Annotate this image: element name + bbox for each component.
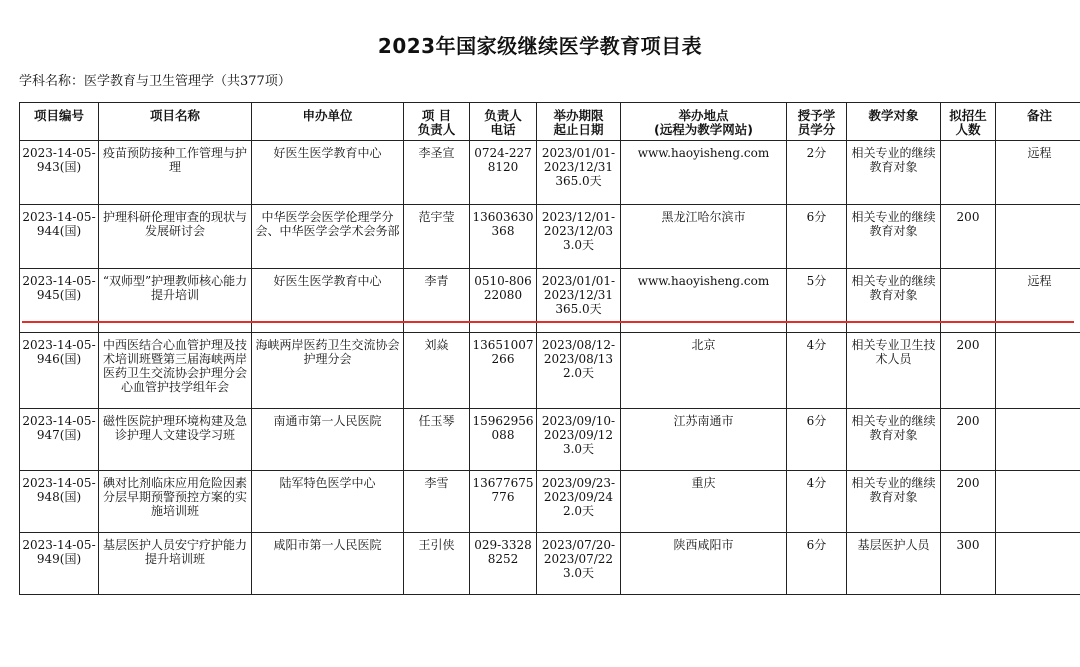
cell-org: 咸阳市第一人民医院 (252, 533, 404, 595)
table-row (20, 471, 1080, 533)
subject-label: 学科名称：医学教育与卫生管理学（共377项） (19, 74, 291, 89)
cell-name: 护理科研伦理审查的现状与发展研讨会 (99, 205, 252, 269)
cell-dates: 2023/09/23-2023/09/24 2.0天 (537, 471, 621, 533)
cell-org: 好医生医学教育中心 (252, 269, 404, 333)
table-row (20, 409, 1080, 471)
cell-dates: 2023/09/10-2023/09/12 3.0天 (537, 409, 621, 471)
table-row (20, 533, 1080, 595)
cell-note (996, 333, 1080, 409)
cell-note: 远程 (996, 141, 1080, 205)
red-underline-marker (22, 321, 1074, 323)
cell-phone: 13603630368 (470, 205, 537, 269)
cell-note (996, 409, 1080, 471)
cell-id: 2023-14-05-949(国) (20, 533, 99, 595)
cell-credit: 4分 (787, 333, 847, 409)
cell-location: 江苏南通市 (621, 409, 787, 471)
table-row (20, 141, 1080, 205)
cell-location: 陕西咸阳市 (621, 533, 787, 595)
cell-phone: 0724-2278120 (470, 141, 537, 205)
cell-phone: 13651007266 (470, 333, 537, 409)
cell-leader: 范宇莹 (404, 205, 470, 269)
cell-note: 远程 (996, 269, 1080, 333)
col-header-note: 备注 (996, 103, 1080, 141)
cell-org: 陆军特色医学中心 (252, 471, 404, 533)
cell-dates: 2023/12/01-2023/12/03 3.0天 (537, 205, 621, 269)
cell-enroll (941, 141, 996, 205)
cell-leader: 李圣宣 (404, 141, 470, 205)
cell-id: 2023-14-05-945(国) (20, 269, 99, 333)
col-header-leader: 项 目 负责人 (404, 103, 470, 141)
cell-org: 好医生医学教育中心 (252, 141, 404, 205)
col-header-location: 举办地点 (远程为教学网站) (621, 103, 787, 141)
cell-credit: 6分 (787, 533, 847, 595)
cell-name: 磁性医院护理环境构建及急诊护理人文建设学习班 (99, 409, 252, 471)
cell-leader: 任玉琴 (404, 409, 470, 471)
cell-audience: 基层医护人员 (847, 533, 941, 595)
cell-enroll: 200 (941, 471, 996, 533)
cell-audience: 相关专业卫生技术人员 (847, 333, 941, 409)
cell-phone: 029-33288252 (470, 533, 537, 595)
col-header-phone: 负责人 电话 (470, 103, 537, 141)
col-header-credit: 授予学 员学分 (787, 103, 847, 141)
cell-dates: 2023/01/01-2023/12/31 365.0天 (537, 269, 621, 333)
cell-name: “双师型”护理教师核心能力提升培训 (99, 269, 252, 333)
cell-name: 基层医护人员安宁疗护能力提升培训班 (99, 533, 252, 595)
cell-credit: 4分 (787, 471, 847, 533)
cell-location: www.haoyisheng.com (621, 269, 787, 333)
cell-location: 北京 (621, 333, 787, 409)
cell-credit: 6分 (787, 205, 847, 269)
cell-org: 海峡两岸医药卫生交流协会护理分会 (252, 333, 404, 409)
table-header (20, 103, 1080, 141)
cell-org: 中华医学会医学伦理学分会、中华医学会学术会务部 (252, 205, 404, 269)
cell-leader: 李青 (404, 269, 470, 333)
cell-leader: 王引侠 (404, 533, 470, 595)
cell-id: 2023-14-05-943(国) (20, 141, 99, 205)
cell-enroll: 300 (941, 533, 996, 595)
cell-audience: 相关专业的继续教育对象 (847, 269, 941, 333)
cell-note (996, 205, 1080, 269)
cell-phone: 0510-80622080 (470, 269, 537, 333)
cell-credit: 2分 (787, 141, 847, 205)
cell-audience: 相关专业的继续教育对象 (847, 471, 941, 533)
col-header-org: 申办单位 (252, 103, 404, 141)
cell-leader: 李雪 (404, 471, 470, 533)
cell-dates: 2023/07/20-2023/07/22 3.0天 (537, 533, 621, 595)
cell-dates: 2023/08/12-2023/08/13 2.0天 (537, 333, 621, 409)
cell-id: 2023-14-05-947(国) (20, 409, 99, 471)
cell-location: www.haoyisheng.com (621, 141, 787, 205)
project-table (19, 102, 1080, 595)
cell-name: 中西医结合心血管护理及技术培训班暨第三届海峡两岸医药卫生交流协会护理分会心血管护技学组年会 (99, 333, 252, 409)
table-row (20, 333, 1080, 409)
cell-enroll: 200 (941, 409, 996, 471)
cell-phone: 13677675776 (470, 471, 537, 533)
col-header-audience: 教学对象 (847, 103, 941, 141)
cell-audience: 相关专业的继续教育对象 (847, 205, 941, 269)
cell-id: 2023-14-05-948(国) (20, 471, 99, 533)
table-row (20, 205, 1080, 269)
cell-name: 碘对比剂临床应用危险因素分层早期预警预控方案的实施培训班 (99, 471, 252, 533)
col-header-name: 项目名称 (99, 103, 252, 141)
cell-dates: 2023/01/01-2023/12/31 365.0天 (537, 141, 621, 205)
cell-id: 2023-14-05-944(国) (20, 205, 99, 269)
cell-leader: 刘焱 (404, 333, 470, 409)
cell-enroll: 200 (941, 205, 996, 269)
cell-location: 重庆 (621, 471, 787, 533)
cell-name: 疫苗预防接种工作管理与护理 (99, 141, 252, 205)
cell-location: 黑龙江哈尔滨市 (621, 205, 787, 269)
col-header-dates: 举办期限 起止日期 (537, 103, 621, 141)
cell-audience: 相关专业的继续教育对象 (847, 409, 941, 471)
cell-note (996, 471, 1080, 533)
cell-org: 南通市第一人民医院 (252, 409, 404, 471)
cell-credit: 5分 (787, 269, 847, 333)
col-header-id: 项目编号 (20, 103, 99, 141)
cell-audience: 相关专业的继续教育对象 (847, 141, 941, 205)
cell-phone: 15962956088 (470, 409, 537, 471)
cell-note (996, 533, 1080, 595)
cell-enroll: 200 (941, 333, 996, 409)
col-header-enroll: 拟招生 人数 (941, 103, 996, 141)
cell-credit: 6分 (787, 409, 847, 471)
page-title: 2023年国家级继续医学教育项目表 (377, 34, 703, 58)
cell-id: 2023-14-05-946(国) (20, 333, 99, 409)
